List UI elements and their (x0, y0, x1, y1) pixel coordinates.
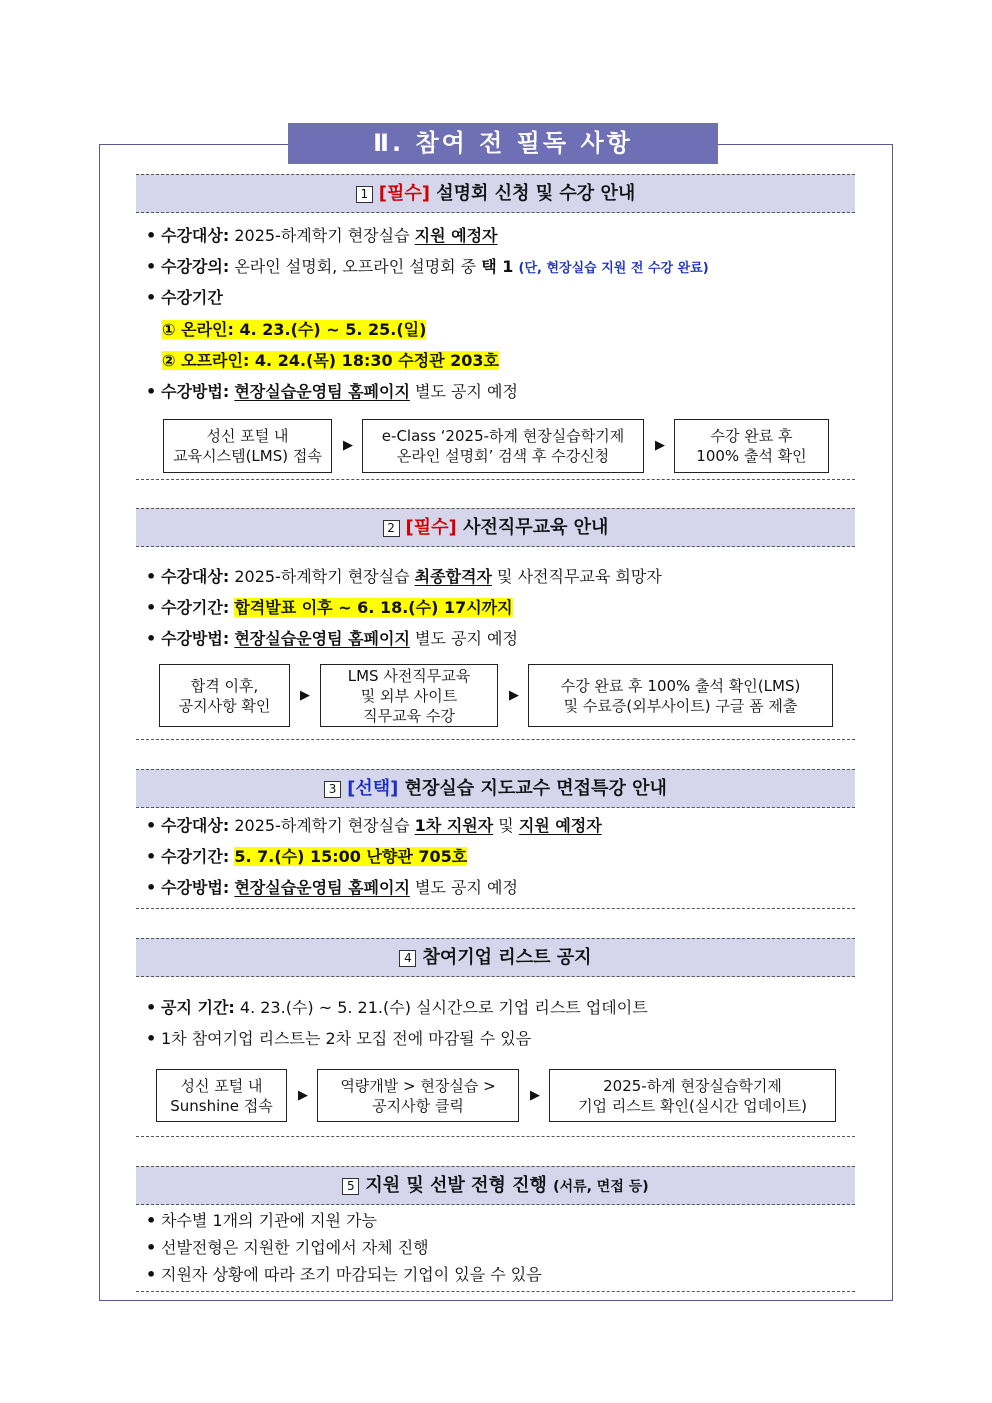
arrow-icon: ▶ (655, 438, 665, 453)
s1-period: • 수강기간 (146, 288, 223, 307)
s2-step-1: 합격 이후, 공지사항 확인 (159, 664, 290, 727)
s5-item-3: • 지원자 상황에 따라 조기 마감되는 기업이 있을 수 있음 (146, 1265, 542, 1284)
s1-method: • 수강방법: 현장실습운영팀 홈페이지 별도 공지 예정 (146, 382, 518, 401)
s4-step-3: 2025-하계 현장실습학기제 기업 리스트 확인(실시간 업데이트) (549, 1069, 836, 1122)
section-number: 4 (399, 950, 416, 967)
arrow-icon: ▶ (530, 1088, 540, 1103)
s3-period: • 수강기간: 5. 7.(수) 15:00 난향관 705호 (146, 847, 468, 866)
s1-target: • 수강대상: 2025-하계학기 현장실습 지원 예정자 (146, 226, 498, 245)
section-title: 현장실습 지도교수 면접특강 안내 (404, 778, 667, 799)
section-number: 2 (383, 520, 400, 537)
arrow-icon: ▶ (343, 438, 353, 453)
s2-step-2: LMS 사전직무교육 및 외부 사이트 직무교육 수강 (320, 664, 498, 727)
section-tag: [필수] (378, 183, 430, 204)
arrow-icon: ▶ (300, 688, 310, 703)
s1-step-2: e-Class ‘2025-하계 현장실습학기제 온라인 설명회’ 검색 후 수강신청 (362, 419, 644, 473)
divider (136, 1291, 855, 1292)
section-title: 사전직무교육 안내 (463, 517, 609, 538)
s2-step-3: 수강 완료 후 100% 출석 확인(LMS) 및 수료증(외부사이트) 구글 폼 제출 (528, 664, 833, 727)
s1-offline: ② 오프라인: 4. 24.(목) 18:30 수정관 203호 (162, 351, 499, 370)
s4-period: • 공지 기간: 4. 23.(수) ~ 5. 21.(수) 실시간으로 기업 리스트 업데이트 (146, 998, 648, 1017)
s1-lecture: • 수강강의: 온라인 설명회, 오프라인 설명회 중 택 1 (단, 현장실습 지원 전 수강 완료) (146, 257, 709, 276)
section-subtitle: (서류, 면접 등) (553, 1179, 649, 1195)
divider (136, 479, 855, 480)
section-2-header (136, 508, 855, 547)
section-title: 참여기업 리스트 공지 (422, 947, 592, 968)
section-number: 5 (342, 1178, 359, 1195)
s5-item-2: • 선발전형은 지원한 기업에서 자체 진행 (146, 1238, 429, 1257)
section-title: 설명회 신청 및 수강 안내 (436, 183, 636, 204)
divider (136, 1136, 855, 1137)
page-title: Ⅱ. 참여 전 필독 사항 (288, 123, 718, 164)
section-title: 지원 및 선발 전형 진행 (365, 1175, 547, 1196)
s4-step-1: 성신 포털 내 Sunshine 접속 (156, 1069, 287, 1122)
s5-item-1: • 차수별 1개의 기관에 지원 가능 (146, 1211, 377, 1230)
section-5-header (136, 1166, 855, 1205)
arrow-icon: ▶ (298, 1088, 308, 1103)
s2-method: • 수강방법: 현장실습운영팀 홈페이지 별도 공지 예정 (146, 629, 518, 648)
s2-target: • 수강대상: 2025-하계학기 현장실습 최종합격자 및 사전직무교육 희망자 (146, 567, 662, 586)
s1-step-1: 성신 포털 내 교육시스템(LMS) 접속 (163, 419, 332, 473)
section-number: 3 (324, 781, 341, 798)
s3-target: • 수강대상: 2025-하계학기 현장실습 1차 지원자 및 지원 예정자 (146, 816, 602, 835)
s4-step-2: 역량개발 > 현장실습 > 공지사항 클릭 (317, 1069, 519, 1122)
s1-step-3: 수강 완료 후 100% 출석 확인 (674, 419, 829, 473)
section-4-header (136, 938, 855, 977)
s2-period: • 수강기간: 합격발표 이후 ~ 6. 18.(수) 17시까지 (146, 598, 513, 617)
section-number: 1 (356, 186, 373, 203)
divider (136, 739, 855, 740)
section-tag: [선택] (347, 778, 399, 799)
section-1-header (136, 174, 855, 213)
divider (136, 908, 855, 909)
section-3-header (136, 769, 855, 808)
s3-method: • 수강방법: 현장실습운영팀 홈페이지 별도 공지 예정 (146, 878, 518, 897)
arrow-icon: ▶ (509, 688, 519, 703)
s1-online: ① 온라인: 4. 23.(수) ~ 5. 25.(일) (162, 320, 427, 339)
s4-note: • 1차 참여기업 리스트는 2차 모집 전에 마감될 수 있음 (146, 1029, 532, 1048)
section-tag: [필수] (405, 517, 457, 538)
